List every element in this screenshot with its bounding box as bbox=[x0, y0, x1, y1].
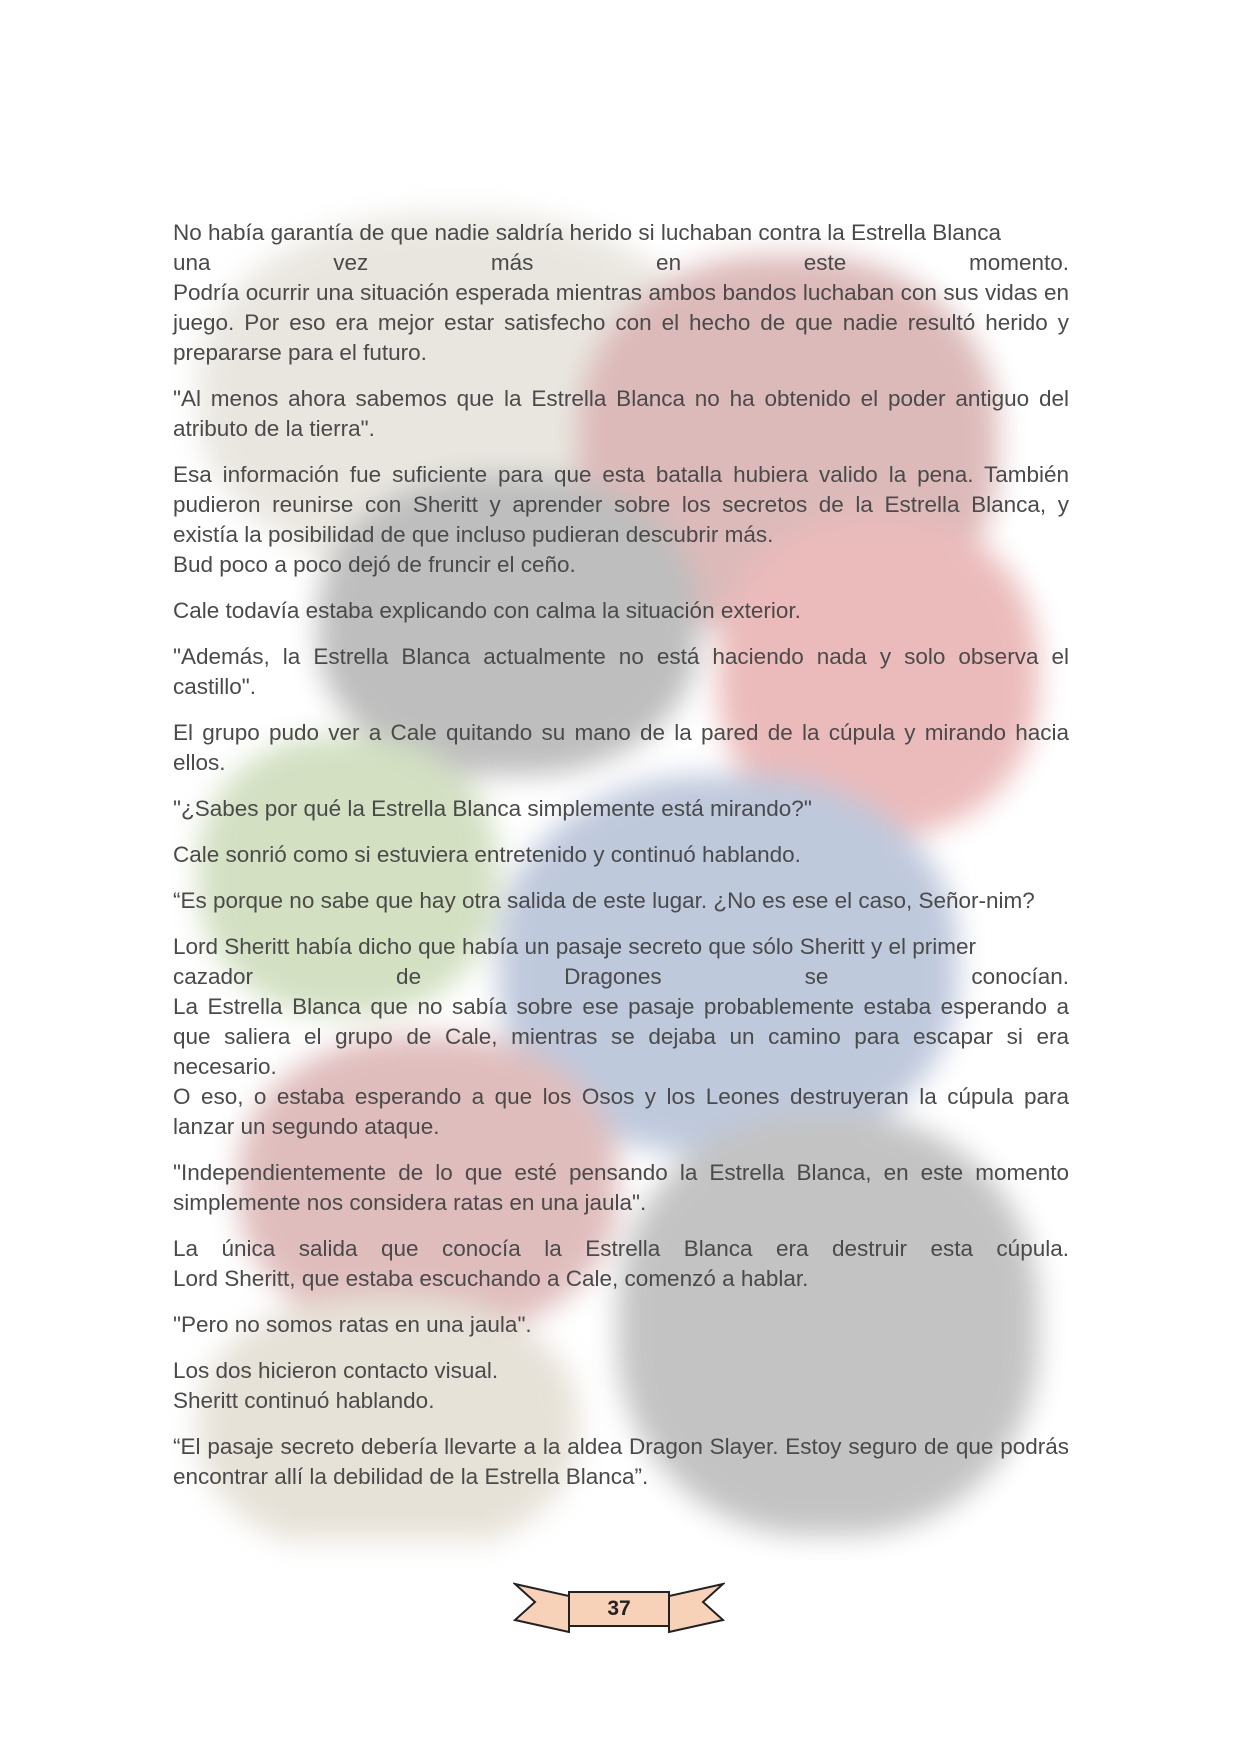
paragraph bbox=[173, 1432, 1069, 1492]
text-line: Los dos hicieron contacto visual. bbox=[173, 1358, 499, 1383]
paragraph bbox=[173, 1356, 1069, 1416]
text-line: una vez más en este momento. bbox=[173, 250, 1069, 275]
text-line: O eso, o estaba esperando a que los Osos y los Leones destruyeran la cúpula para lanzar un segundo ataque. bbox=[173, 1084, 1069, 1139]
paragraph bbox=[173, 886, 1069, 916]
paragraph bbox=[173, 460, 1069, 580]
paragraph bbox=[173, 840, 1069, 870]
text-line: cazador de Dragones se conocían. bbox=[173, 964, 1069, 989]
page-number-ribbon bbox=[513, 1580, 725, 1640]
paragraph bbox=[173, 218, 1069, 368]
text-line: Sheritt continuó hablando. bbox=[173, 1388, 435, 1413]
paragraph bbox=[173, 596, 1069, 626]
text-line: Cale sonrió como si estuviera entretenido y continuó hablando. bbox=[173, 842, 801, 867]
text-line: "Independientemente de lo que esté pensando la Estrella Blanca, en este momento simplemente nos considera ratas en una jaula". bbox=[173, 1160, 1069, 1215]
text-line: “Es porque no sabe que hay otra salida de este lugar. ¿No es ese el caso, Señor-nim? bbox=[173, 888, 1035, 913]
paragraph bbox=[173, 1158, 1069, 1218]
paragraph bbox=[173, 932, 1069, 1142]
paragraph bbox=[173, 1310, 1069, 1340]
text-line: La única salida que conocía la Estrella Blanca era destruir esta cúpula. bbox=[173, 1236, 1069, 1261]
text-line: "¿Sabes por qué la Estrella Blanca simplemente está mirando?" bbox=[173, 796, 812, 821]
text-line: "Al menos ahora sabemos que la Estrella Blanca no ha obtenido el poder antiguo del atributo de la tierra". bbox=[173, 386, 1069, 441]
text-line: Lord Sheritt, que estaba escuchando a Cale, comenzó a hablar. bbox=[173, 1266, 809, 1291]
paragraph bbox=[173, 718, 1069, 778]
text-line: Esa información fue suficiente para que esta batalla hubiera valido la pena. También pudieron reunirse con Sheritt y aprender sobre los secretos de la Estrella Blanca, y existía la posibilidad de que incluso pudieran descubrir más. bbox=[173, 462, 1069, 547]
text-line: El grupo pudo ver a Cale quitando su mano de la pared de la cúpula y mirando hacia ellos. bbox=[173, 720, 1069, 775]
text-line: Podría ocurrir una situación esperada mientras ambos bandos luchaban con sus vidas en juego. Por eso era mejor estar satisfecho con el hecho de que nadie resultó herido y prepararse para el futuro. bbox=[173, 280, 1069, 365]
text-line: Lord Sheritt había dicho que había un pasaje secreto que sólo Sheritt y el primer bbox=[173, 934, 976, 959]
text-line: "Pero no somos ratas en una jaula". bbox=[173, 1312, 532, 1337]
page-number: 37 bbox=[607, 1597, 631, 1620]
body-text bbox=[173, 218, 1069, 1508]
text-line: "Además, la Estrella Blanca actualmente no está haciendo nada y solo observa el castillo". bbox=[173, 644, 1069, 699]
text-line: Cale todavía estaba explicando con calma la situación exterior. bbox=[173, 598, 801, 623]
text-line: La Estrella Blanca que no sabía sobre ese pasaje probablemente estaba esperando a que saliera el grupo de Cale, mientras se dejaba un camino para escapar si era necesario. bbox=[173, 994, 1069, 1079]
text-line: “El pasaje secreto debería llevarte a la aldea Dragon Slayer. Estoy seguro de que podrás encontrar allí la debilidad de la Estrella Blanca”. bbox=[173, 1434, 1069, 1489]
paragraph bbox=[173, 384, 1069, 444]
paragraph bbox=[173, 642, 1069, 702]
paragraph bbox=[173, 1234, 1069, 1294]
paragraph bbox=[173, 794, 1069, 824]
text-line: No había garantía de que nadie saldría herido si luchaban contra la Estrella Blanca bbox=[173, 220, 1002, 245]
text-line: Bud poco a poco dejó de fruncir el ceño. bbox=[173, 552, 576, 577]
